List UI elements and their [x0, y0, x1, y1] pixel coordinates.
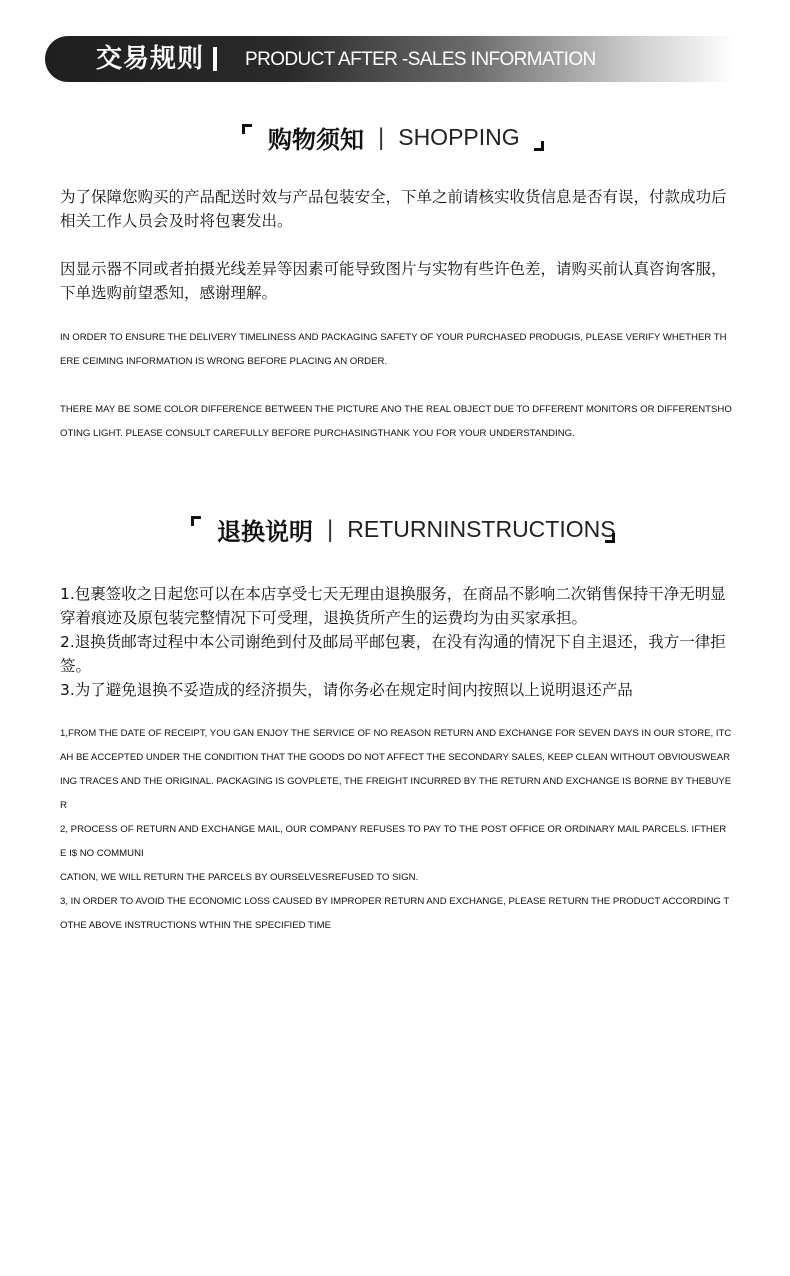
shopping-title-cn: 购物须知: [268, 126, 364, 154]
returns-section-title: [217, 512, 616, 547]
banner-title-en: PRODUCT AFTER -SALES INFORMATION: [245, 49, 596, 70]
shopping-section-title: [268, 120, 520, 155]
banner-title-cn: 交易规则: [96, 44, 205, 74]
returns-title-cn: 退换说明: [217, 518, 313, 546]
shopping-notice-en-2: THERE MAY BE SOME COLOR DIFFERENCE BETWEEN THE PICTURE ANO THE REAL OBJECT DUE TO DFFERENT MONITORS OR DIFFERENTSHOOTING LIGHT. PLEASE CONSULT CAREFULLY BEFORE PURCHASINGTHANK YOU FOR YOUR UNDERSTANDING.: [60, 404, 732, 439]
corner-bracket-top-left: [191, 516, 201, 526]
returns-title-en: RETURNINSTRUCTIONS: [347, 516, 616, 542]
returns-instructions-en: 1,FROM THE DATE OF RECEIPT, YOU GAN ENJOY THE SERVICE OF NO REASON RETURN AND EXCHANGE FOR SEVEN DAYS IN OUR STORE, ITCAH BE ACCEPTED UNDER THE CONDITION THAT THE GOODS DO NOT AFFECT THE SECONDARY SALES, KEEP CLEAN WITHOUT OBVIOUSWEARING TRACES AND THE ORIGINAL. PACKAGING IS GOVPLETE, THE FREIGHT INCURRED BY THE RETURN AND EXCHANGE IS BORNE BY THEBUYER 2, PROCESS OF RETURN AND EXCHANGE MAIL, OUR COMPANY REFUSES TO PAY TO THE POST OFFICE OR ORDINARY MAIL PARCELS. IFTHERE I$ NO COMMUNI CATION, WE WILL RETURN THE PARCELS BY OURSELVESREFUSED TO SIGN. 3, IN ORDER TO AVOID THE ECONOMIC LOSS CAUSED BY IMPROPER RETURN AND EXCHANGE, PLEASE RETURN THE PRODUCT ACCORDING TOTHE ABOVE INSTRUCTIONS WTHIN THE SPECIFIED TIME: [60, 728, 732, 931]
corner-bracket-top-left: [242, 124, 252, 134]
shopping-notice-cn-1: 为了保障您购买的产品配送时效与产品包装安全，下单之前请核实收货信息是否有误，付款成功后相关工作人员会及时将包裹发出。: [60, 188, 727, 230]
shopping-title-separator: |: [378, 123, 385, 151]
corner-bracket-bottom-right: [534, 141, 544, 151]
returns-instructions-cn: 1.包裹签收之日起您可以在本店享受七天无理由退换服务，在商品不影响二次销售保持干净无明显穿着痕迹及原包装完整情况下可受理，退换货所产生的运费均为由买家承担。 2.退换货邮寄过程中本公司谢绝到付及邮局平邮包裹，在没有沟通的情况下自主退还，我方一律拒签。 3.为了避免退换不妥造成的经济损失，请你务必在规定时间内按照以上说明退还产品: [60, 585, 726, 699]
returns-title-separator: |: [327, 515, 334, 543]
corner-bracket-bottom-right: [605, 533, 615, 543]
banner-divider: [213, 47, 217, 71]
shopping-notice-en-1: IN ORDER TO ENSURE THE DELIVERY TIMELINESS AND PACKAGING SAFETY OF YOUR PURCHASED PRODUGIS, PLEASE VERIFY WHETHER THERE CEIMING INFORMATION IS WRONG BEFORE PLACING AN ORDER.: [60, 332, 727, 367]
shopping-title-en: SHOPPING: [398, 124, 520, 150]
shopping-notice-cn-2: 因显示器不同或者拍摄光线差异等因素可能导致图片与实物有些许色差，请购买前认真咨询客服，下单选购前望悉知，感谢理解。: [60, 260, 727, 302]
